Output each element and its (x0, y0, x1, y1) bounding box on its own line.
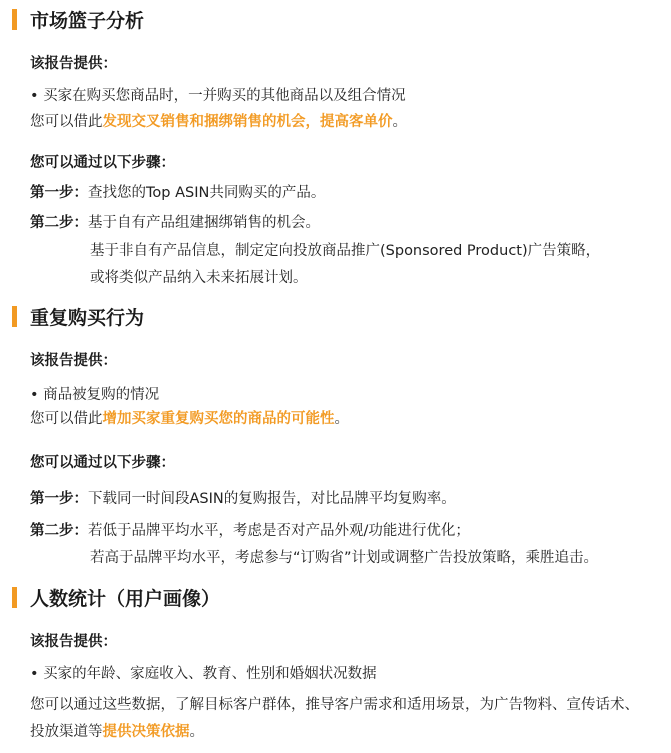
benefit-prefix: 您可以借此 (30, 411, 103, 427)
section-title: 市场篮子分析 (30, 9, 145, 32)
benefit-highlight: 增加买家重复购买您的商品的可能性 (102, 411, 335, 427)
section-heading-market-basket (12, 6, 144, 32)
provides-label: 该报告提供： (30, 56, 117, 72)
usage-highlight: 提供决策依据 (102, 724, 190, 740)
benefit-prefix: 您可以借此 (30, 114, 103, 130)
step-2 (30, 211, 320, 232)
step-text: 下载同一时间段ASIN的复购报告，对比品牌平均复购率。 (88, 491, 456, 507)
usage-prefix: 投放渠道等 (30, 724, 103, 740)
heading-accent-bar (12, 9, 17, 30)
usage-suffix: 。 (189, 724, 204, 740)
step-2-continuation: 或将类似产品纳入未来拓展计划。 (90, 270, 308, 286)
step-text: 查找您的Top ASIN共同购买的产品。 (88, 185, 326, 201)
step-1 (30, 181, 325, 202)
step-label: 第二步： (30, 215, 88, 231)
section-title: 重复购买行为 (30, 306, 145, 329)
step-text: 若低于品牌平均水平，考虑是否对产品外观/功能进行优化； (88, 523, 470, 539)
benefit-suffix: 。 (334, 411, 349, 427)
benefit-line (30, 110, 407, 131)
step-2-continuation: 若高于品牌平均水平，考虑参与“订购省”计划或调整广告投放策略，乘胜追击。 (90, 550, 599, 566)
step-2-continuation: 基于非自有产品信息，制定定向投放商品推广(Sponsored Product)广告策略， (90, 243, 601, 259)
benefit-line (30, 407, 349, 428)
heading-accent-bar (12, 306, 17, 327)
usage-line: 您可以通过这些数据，了解目标客户群体，推导客户需求和适用场景，为广告物料、宣传话术、 (30, 697, 639, 713)
steps-label: 您可以通过以下步骤： (30, 155, 175, 171)
section-heading-repeat-purchase (12, 303, 144, 329)
section-title: 人数统计（用户画像） (30, 587, 221, 610)
provides-label: 该报告提供： (30, 353, 117, 369)
step-2 (30, 519, 470, 540)
usage-line-2 (30, 720, 204, 741)
provides-bullet: • 商品被复购的情况 (30, 387, 160, 403)
step-label: 第一步： (30, 185, 88, 201)
step-1 (30, 487, 456, 508)
provides-label: 该报告提供： (30, 634, 117, 650)
step-label: 第二步： (30, 523, 88, 539)
benefit-highlight: 发现交叉销售和捆绑销售的机会，提高客单价 (102, 114, 393, 130)
step-text: 基于自有产品组建捆绑销售的机会。 (88, 215, 320, 231)
steps-label: 您可以通过以下步骤： (30, 455, 175, 471)
heading-accent-bar (12, 587, 17, 608)
provides-bullet: • 买家的年龄、家庭收入、教育、性别和婚姻状况数据 (30, 666, 377, 682)
step-label: 第一步： (30, 491, 88, 507)
section-heading-demographics (12, 584, 220, 610)
benefit-suffix: 。 (392, 114, 407, 130)
provides-bullet: • 买家在购买您商品时，一并购买的其他商品以及组合情况 (30, 88, 406, 104)
